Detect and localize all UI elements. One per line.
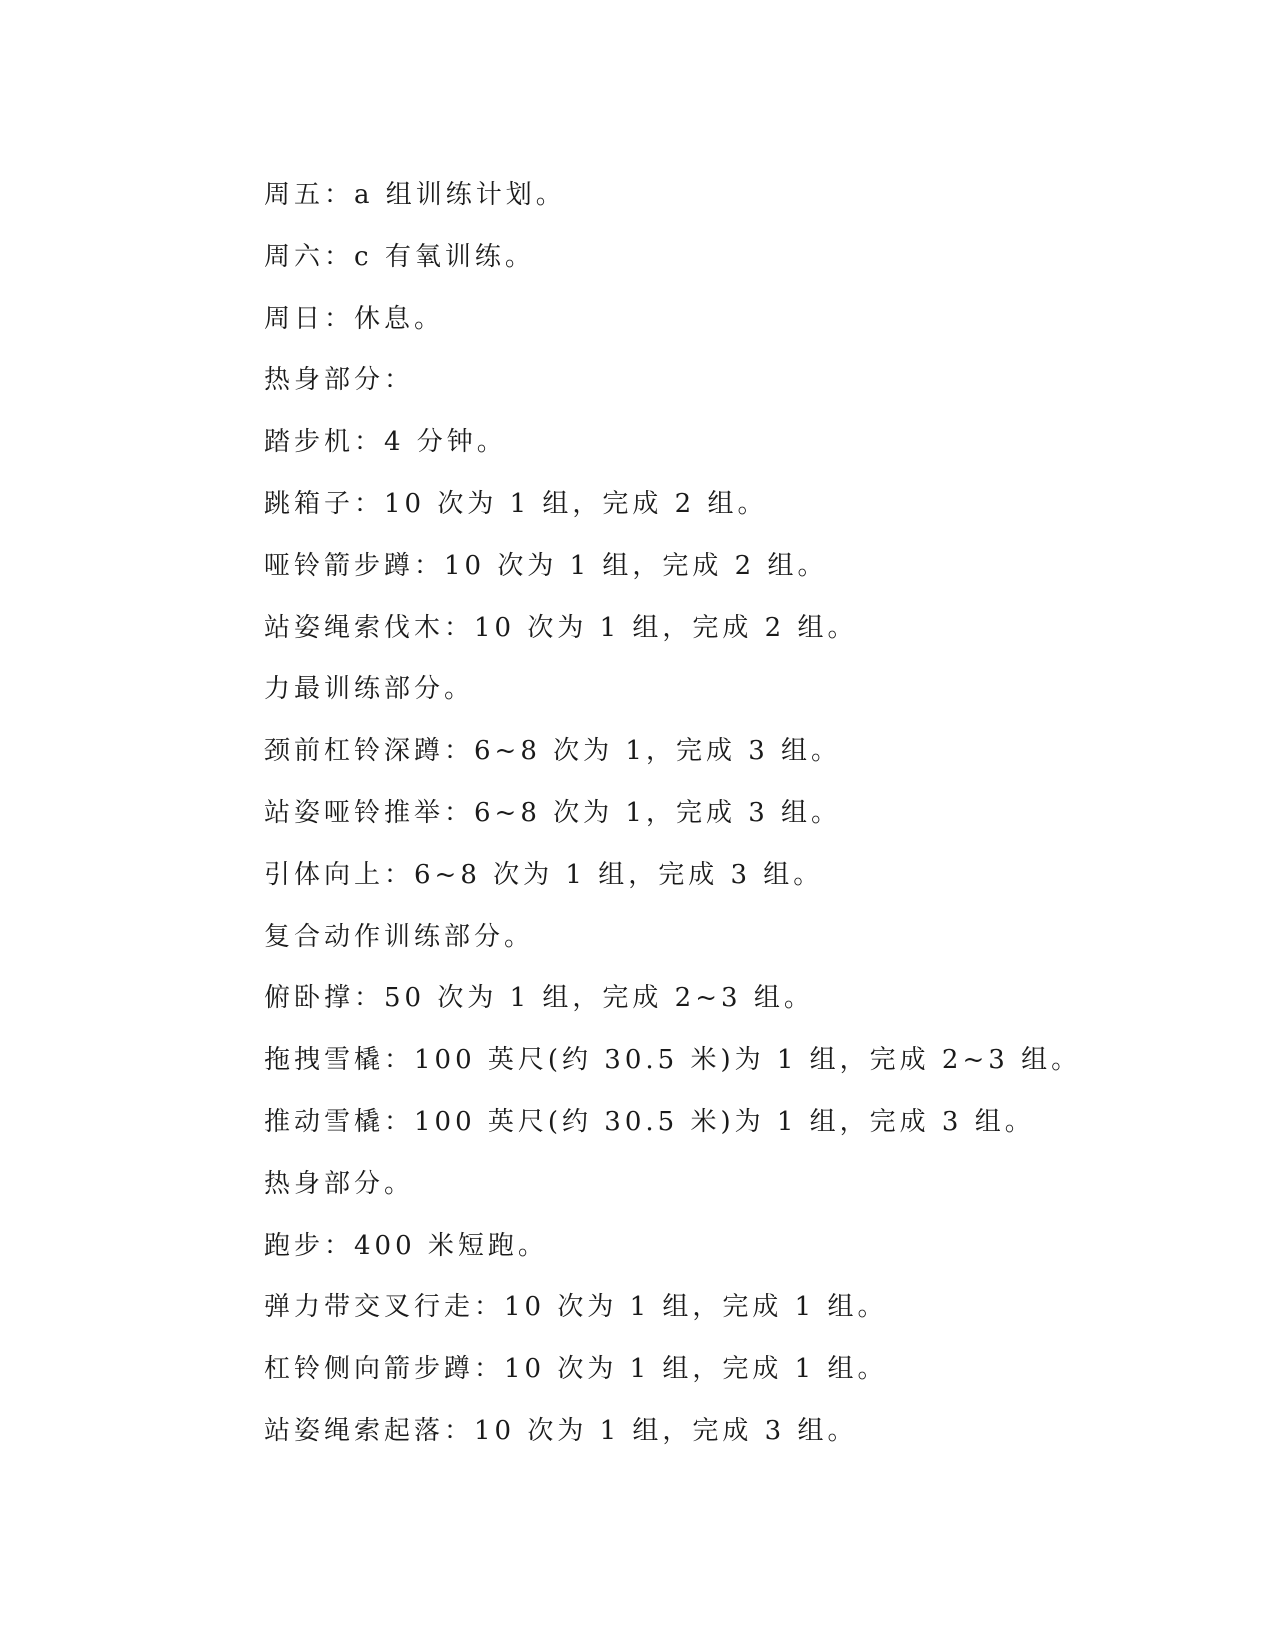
- text-line-friday: 周五：a 组训练计划。: [264, 180, 566, 210]
- section-heading-compound: 复合动作训练部分。: [264, 921, 535, 952]
- text-line-cable-raise: 站姿绳索起落：10 次为 1 组，完成 3 组。: [264, 1415, 858, 1446]
- text-line-dumbbell-press: 站姿哑铃推举：6~8 次为 1，完成 3 组。: [264, 797, 842, 828]
- text-line-saturday: 周六：c 有氧训练。: [264, 241, 535, 272]
- text-line-box-jump: 跳箱子：10 次为 1 组，完成 2 组。: [264, 488, 768, 519]
- text-line-dumbbell-lunge: 哑铃箭步蹲：10 次为 1 组，完成 2 组。: [264, 550, 828, 581]
- text-line-push-up: 俯卧撑：50 次为 1 组，完成 2~3 组。: [264, 983, 814, 1014]
- document-body: [264, 165, 1082, 1463]
- section-heading-warmup: 热身部分：: [264, 365, 415, 396]
- text-line-sled-drag: 拖拽雪橇：100 英尺(约 30.5 米)为 1 组，完成 2~3 组。: [264, 1045, 1082, 1076]
- section-heading-warmup-2: 热身部分。: [264, 1168, 415, 1199]
- text-line-lateral-lunge: 杠铃侧向箭步蹲：10 次为 1 组，完成 1 组。: [264, 1354, 888, 1385]
- text-line-cable-woodchop: 站姿绳索伐木：10 次为 1 组，完成 2 组。: [264, 612, 858, 643]
- text-line-stepper: 踏步机：4 分钟。: [264, 427, 507, 458]
- text-line-band-walk: 弹力带交叉行走：10 次为 1 组，完成 1 组。: [264, 1292, 888, 1323]
- text-line-sunday: 周日：休息。: [264, 303, 445, 334]
- text-line-sled-push: 推动雪橇：100 英尺(约 30.5 米)为 1 组，完成 3 组。: [264, 1106, 1035, 1137]
- text-line-sprint: 跑步：400 米短跑。: [264, 1230, 548, 1261]
- section-heading-strength: 力最训练部分。: [264, 674, 475, 705]
- text-line-pull-up: 引体向上：6~8 次为 1 组，完成 3 组。: [264, 859, 824, 890]
- text-line-front-squat: 颈前杠铃深蹲：6~8 次为 1，完成 3 组。: [264, 736, 842, 767]
